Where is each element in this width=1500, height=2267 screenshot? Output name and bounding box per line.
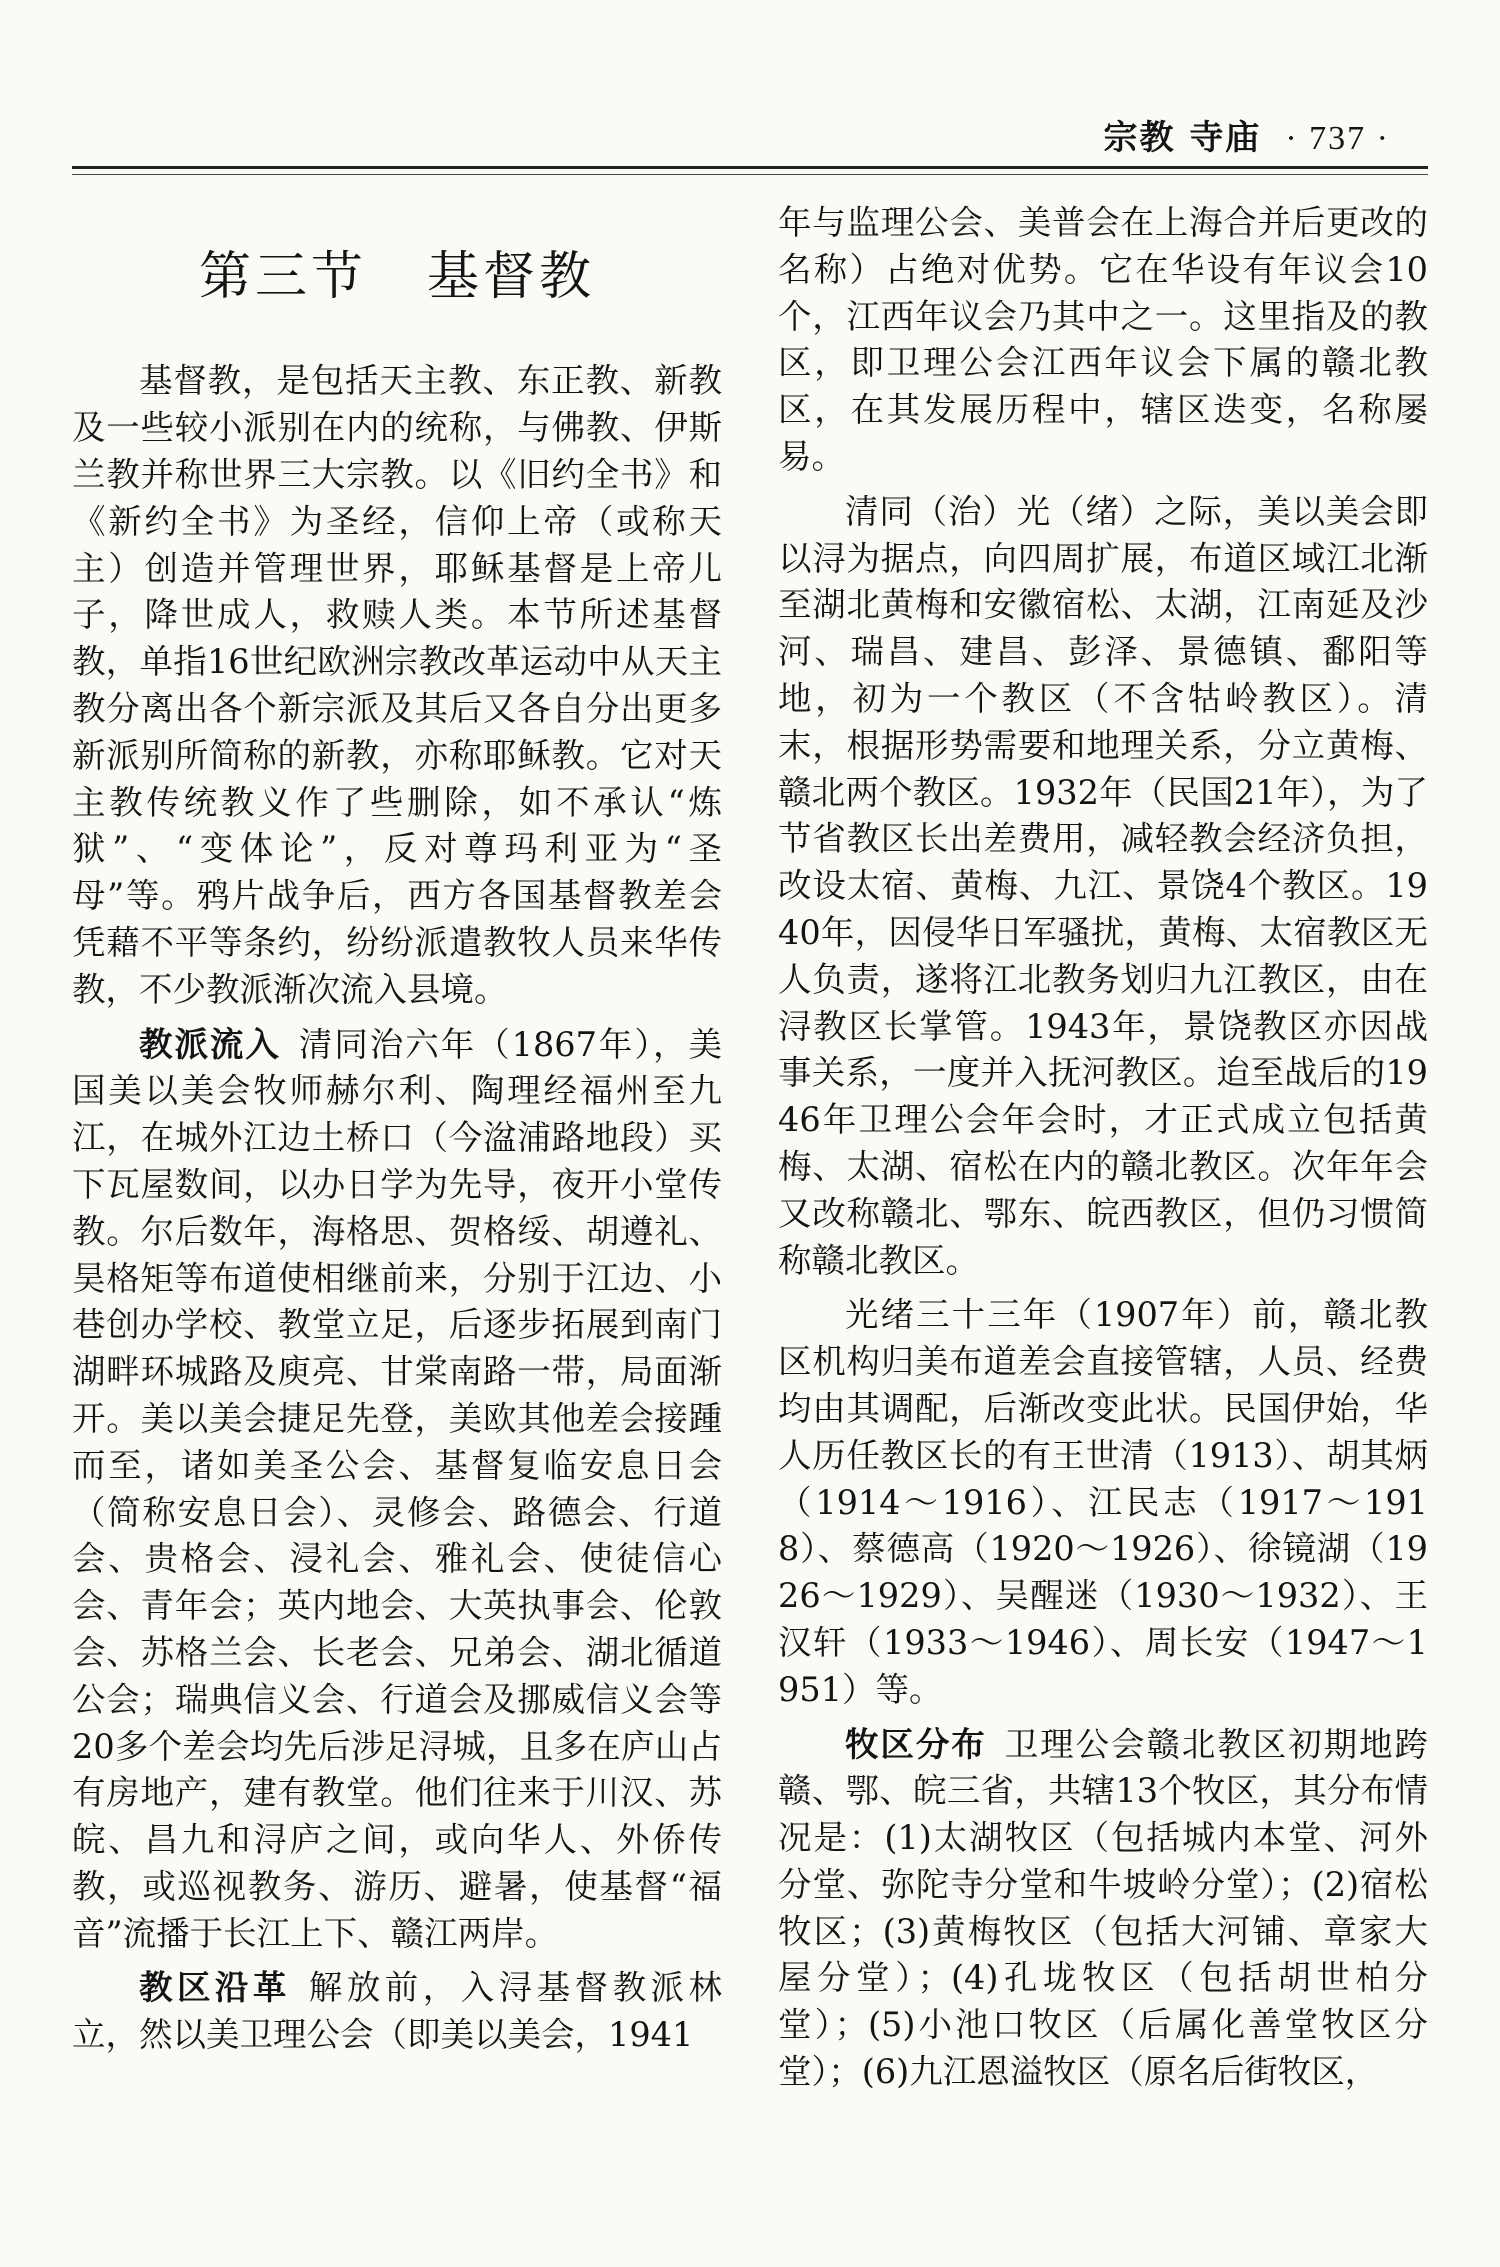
header-rule-thin: [72, 174, 1428, 175]
paragraph-text: 清同治六年（1867年），美国美以美会牧师赫尔利、陶理经福州至九江，在城外江边土桥口（今湓浦路地段）买下瓦屋数间，以办日学为先导，夜开小堂传教。尔后数年，海格思、贺格绥、胡遵礼、昊格矩等布道使相继前来，分别于江边、小巷创办学校、教堂立足，后逐步拓展到南门湖畔环城路及庾亮、甘棠南路一带，局面渐开。美以美会捷足先登，美欧其他差会接踵而至，诸如美圣公会、基督复临安息日会（简称安息日会）、灵修会、路德会、行道会、贵格会、浸礼会、雅礼会、使徒信心会、青年会；英内地会、大英执事会、伦敦会、苏格兰会、长老会、兄弟会、湖北循道公会；瑞典信义会、行道会及挪威信义会等20多个差会均先后涉足浔城，且多在庐山占有房地产，建有教堂。他们往来于川汉、苏皖、昌九和浔庐之间，或向华人、外侨传教，或巡视教务、游历、避暑，使基督“福音”流播于长江上下、赣江两岸。: [72, 1024, 722, 1953]
section-name: 基督教: [427, 247, 596, 307]
left-column: [72, 200, 722, 2067]
paragraph-expansion: 清同（治）光（绪）之际，美以美会即以浔为据点，向四周扩展，布道区域江北渐至湖北黄梅和安徽宿松、太湖，江南延及沙河、瑞昌、建昌、彭泽、景德镇、鄱阳等地，初为一个教区（不含牯岭教区）。清末，根据形势需要和地理关系，分立黄梅、赣北两个教区。1932年（民国21年），为了节省教区长出差费用，减轻教会经济负担，改设太宿、黄梅、九江、景饶4个教区。1940年，因侵华日军骚扰，黄梅、太宿教区无人负责，遂将江北教务划归九江教区，由在浔教区长掌管。1943年，景饶教区亦因战事关系，一度并入抚河教区。迨至战后的1946年卫理公会年会时，才正式成立包括黄梅、太湖、宿松在内的赣北教区。次年年会又改称赣北、鄂东、皖西教区，但仍习惯简称赣北教区。: [778, 491, 1428, 1280]
right-column: [778, 200, 1428, 2104]
paragraph-administration: 光绪三十三年（1907年）前，赣北教区机构归美布道差会直接管辖，人员、经费均由其调配，后渐改变此状。民国伊始，华人历任教区长的有王世清（1913）、胡其炳（1914～1916）、江民志（1917～1918）、蔡德高（1920～1926）、徐镜湖（1926～1929）、吴醒迷（1930～1932）、王汉轩（1933～1946）、周长安（1947～1951）等。: [778, 1295, 1428, 1709]
page-number: · 737 ·: [1285, 120, 1390, 157]
intro-paragraph: 基督教，是包括天主教、东正教、新教及一些较小派别在内的统称，与佛教、伊斯兰教并称世界三大宗教。以《旧约全书》和《新约全书》为圣经，信仰上帝（或称天主）创造并管理世界，耶稣基督是上帝儿子，降世成人，救赎人类。本节所述基督教，单指16世纪欧洲宗教改革运动中从天主教分离出各个新宗派及其后又各自分出更多新派别所简称的新教，亦称耶稣教。它对天主教传统教义作了些删除，如不承认“炼狱”、“变体论”，反对尊玛利亚为“圣母”等。鸦片战争后，西方各国基督教差会凭藉不平等条约，纷纷派遣教牧人员来华传教，不少教派渐次流入县境。: [72, 361, 722, 1009]
section-label: 宗教 寺庙: [1103, 118, 1262, 158]
header-rule-thick: [72, 166, 1428, 169]
running-header: [1104, 110, 1391, 159]
paragraph-parish-distribution: [778, 1722, 1428, 2096]
paragraph-text: 卫理公会赣北教区初期地跨赣、鄂、皖三省，共辖13个牧区，其分布情况是：(1)太湖牧区（包括城内本堂、河外分堂、弥陀寺分堂和牛坡岭分堂）；(2)宿松牧区；(3)黄梅牧区（包括大河铺、章家大屋分堂）；(4)孔垅牧区（包括胡世柏分堂）；(5)小池口牧区（后属化善堂牧区分堂）；(6)九江恩溢牧区（原名后街牧区，: [778, 1724, 1429, 2092]
section-title: [72, 246, 722, 308]
keyword-heading: 教区沿革: [139, 1968, 291, 2008]
keyword-heading: 牧区分布: [845, 1724, 987, 1764]
keyword-heading: 教派流入: [139, 1024, 281, 1064]
paragraph-continuation: 年与监理公会、美普会在上海合并后更改的名称）占绝对优势。它在华设有年议会10个，江西年议会乃其中之一。这里指及的教区，即卫理公会江西年议会下属的赣北教区，在其发展历程中，辖区迭变，名称屡易。: [778, 203, 1428, 476]
paragraph-denominations: [72, 1022, 722, 1958]
section-number: 第三节: [198, 247, 367, 307]
paragraph-text: 解放前，入浔基督教派林立，然以美卫理公会（即美以美会，1941: [72, 1968, 723, 2055]
paragraph-diocese-history: [72, 1965, 722, 2059]
